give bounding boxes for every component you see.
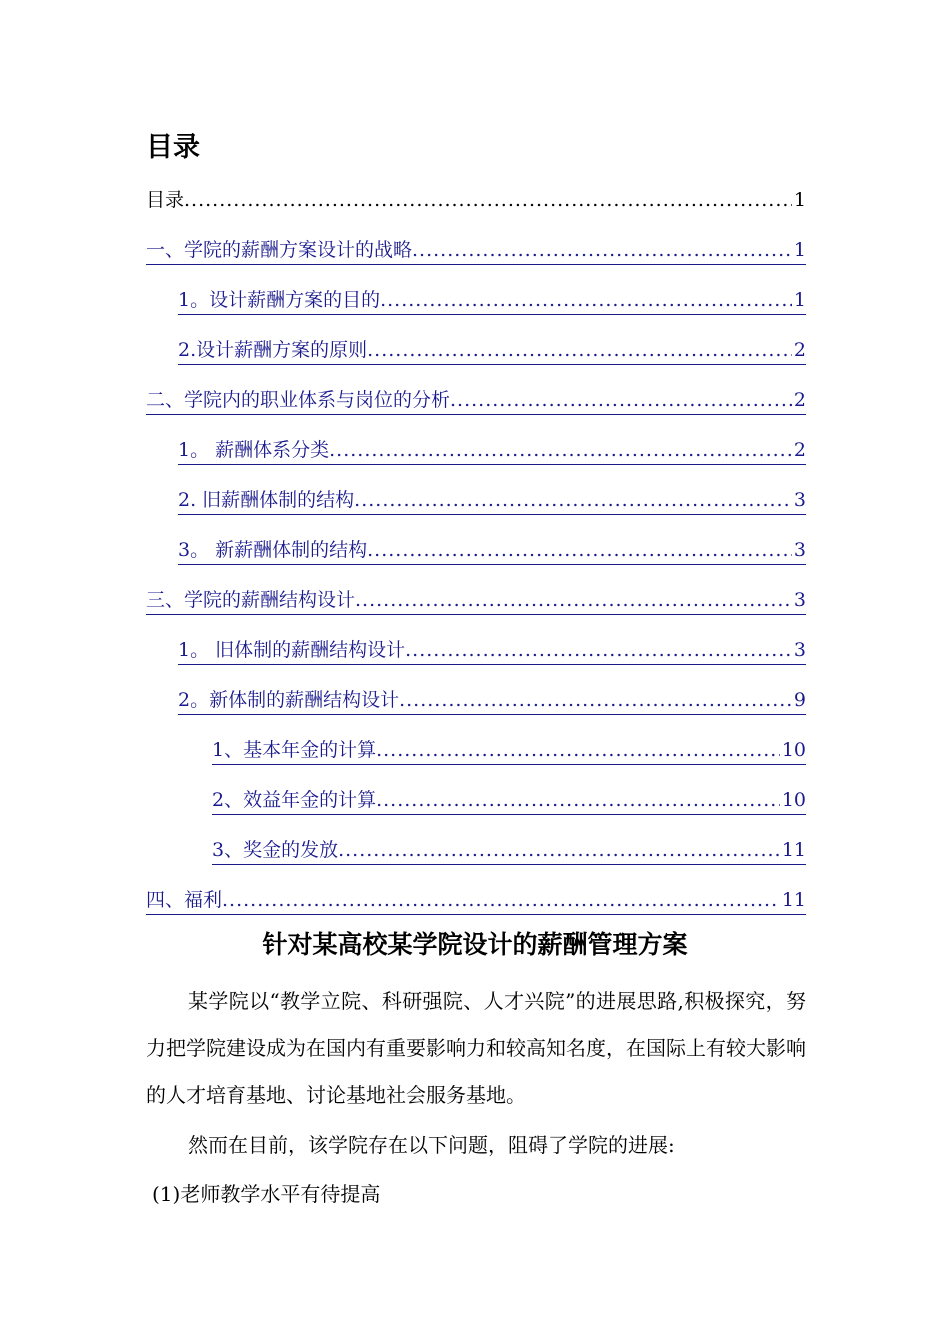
toc-leader-dots (222, 888, 780, 914)
toc-entry-text: 四、福利 (146, 889, 223, 911)
toc-leader-dots (405, 638, 792, 664)
toc-link[interactable] (178, 284, 806, 315)
toc-leader-dots (450, 388, 792, 414)
toc-link[interactable] (178, 684, 806, 715)
toc-link[interactable] (146, 384, 806, 415)
toc-entry-page: 1 (793, 189, 806, 211)
toc-link[interactable] (146, 584, 806, 615)
toc-entry-text: 二、学院内的职业体系与岗位的分析 (146, 389, 451, 411)
toc-entry-text: 1。 薪酬体系分类 (178, 439, 330, 461)
toc-leader-dots (338, 838, 780, 864)
toc-entry-page: 11 (781, 839, 806, 861)
toc-entry-page: 3 (793, 589, 806, 611)
list-item: (1)老师教学水平有待提高 (152, 1182, 381, 1206)
toc-entry-page: 2 (793, 389, 806, 411)
toc-entry-page: 10 (781, 739, 806, 761)
toc-leader-dots (412, 238, 792, 264)
toc-link[interactable] (146, 884, 806, 915)
toc-leader-dots (376, 788, 780, 814)
toc-link[interactable] (146, 234, 806, 265)
toc-entry-page: 3 (793, 539, 806, 561)
toc-entry-page: 3 (793, 489, 806, 511)
toc-entry-text: 三、学院的薪酬结构设计 (146, 589, 356, 611)
toc-leader-dots (184, 188, 792, 214)
toc-entry-page: 1 (793, 289, 806, 311)
toc-entry-page: 10 (781, 789, 806, 811)
toc-leader-dots (329, 438, 792, 464)
toc-entry-text: 目录 (146, 189, 185, 211)
toc-leader-dots (354, 488, 792, 514)
toc-link[interactable] (212, 734, 806, 765)
toc-entry-text: 1。 旧体制的薪酬结构设计 (178, 639, 406, 661)
toc-entry-page: 2 (793, 339, 806, 361)
toc-entry-page: 9 (793, 689, 806, 711)
toc-entry-text: 3、奖金的发放 (212, 839, 339, 861)
toc-entry-text: 2. 旧薪酬体制的结构 (178, 489, 355, 511)
toc-entry-text: 1、基本年金的计算 (212, 739, 377, 761)
toc-leader-dots (376, 738, 780, 764)
body-paragraph: 某学院以“教学立院、科研强院、人才兴院”的进展思路,积极探究，努力把学院建设成为在国内有重要影响力和较高知名度，在国际上有较大影响的人才培育基地、讨论基地社会服务基地。 (146, 989, 806, 1107)
toc-entry-page: 1 (793, 239, 806, 261)
body-paragraph: 然而在目前，该学院存在以下问题，阻碍了学院的进展: (188, 1133, 675, 1157)
toc-link[interactable] (178, 484, 806, 515)
toc-entry-text: 2、效益年金的计算 (212, 789, 377, 811)
document-title: 针对某高校某学院设计的薪酬管理方案 (262, 930, 688, 959)
toc-leader-dots (367, 538, 792, 564)
toc-leader-dots (380, 288, 792, 314)
toc-entry-text: 2.设计薪酬方案的原则 (178, 339, 368, 361)
toc-leader-dots (367, 338, 792, 364)
toc-heading: 目录 (146, 132, 200, 163)
toc-leader-dots (399, 688, 792, 714)
toc-link[interactable] (178, 434, 806, 465)
toc-entry-page: 11 (781, 889, 806, 911)
toc-entry (146, 184, 806, 214)
toc-link[interactable] (178, 634, 806, 665)
toc-entry-text: 3。 新薪酬体制的结构 (178, 539, 368, 561)
toc-link[interactable] (178, 334, 806, 365)
toc-link[interactable] (212, 784, 806, 815)
toc-link[interactable] (178, 534, 806, 565)
toc-leader-dots (355, 588, 792, 614)
toc-entry-page: 3 (793, 639, 806, 661)
toc-entry-text: 一、学院的薪酬方案设计的战略 (146, 239, 413, 261)
toc-entry-text: 2。新体制的薪酬结构设计 (178, 689, 400, 711)
toc-entry-text: 1。设计薪酬方案的目的 (178, 289, 381, 311)
toc-entry-page: 2 (793, 439, 806, 461)
toc-link[interactable] (212, 834, 806, 865)
